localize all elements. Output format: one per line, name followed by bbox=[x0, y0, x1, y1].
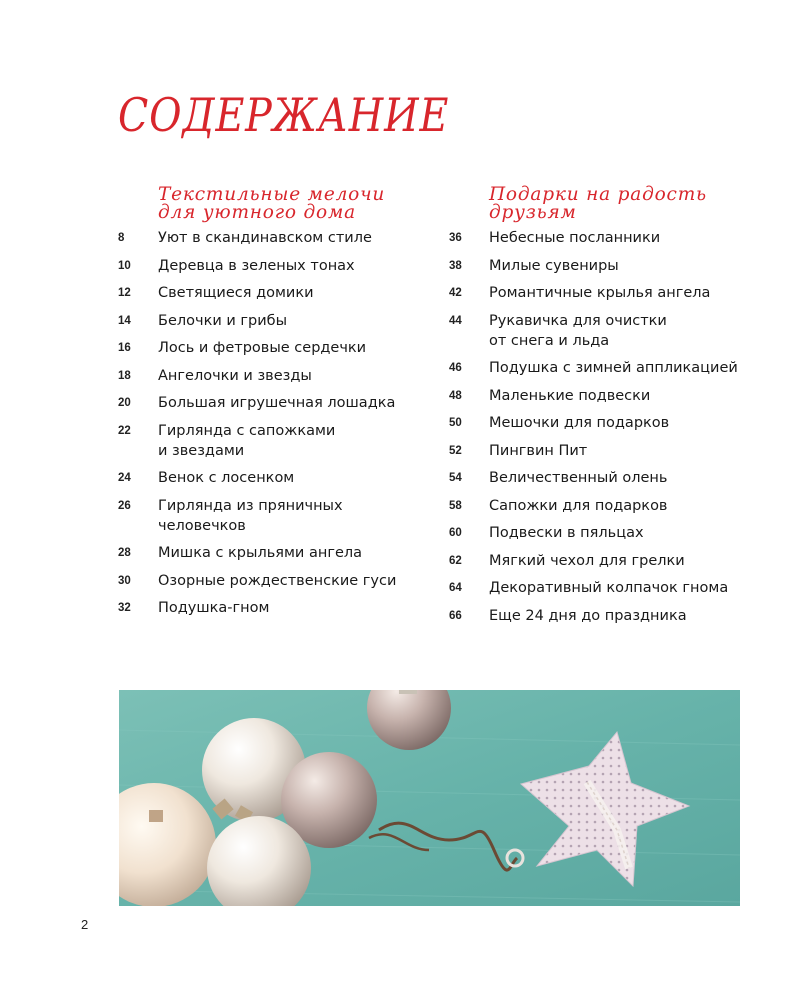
toc-entry-line: Светящиеся домики bbox=[158, 285, 314, 301]
toc-list-left bbox=[118, 228, 438, 618]
toc-entry-title bbox=[489, 283, 710, 303]
toc-entry bbox=[449, 228, 749, 248]
toc-entry bbox=[118, 598, 438, 618]
toc-entry bbox=[449, 358, 749, 378]
toc-entry-title bbox=[489, 256, 619, 276]
toc-entry bbox=[449, 413, 749, 433]
toc-entry bbox=[118, 366, 438, 386]
toc-page-number: 14 bbox=[118, 314, 131, 327]
toc-entry bbox=[118, 468, 438, 488]
toc-entry-title bbox=[158, 468, 294, 488]
toc-page-number: 64 bbox=[449, 582, 462, 594]
toc-entry bbox=[118, 496, 438, 536]
toc-entry-line: Подвески в пяльцах bbox=[489, 525, 644, 541]
toc-entry-line: Венок с лосенком bbox=[158, 470, 295, 486]
toc-page-number: 66 bbox=[449, 609, 462, 622]
toc-page-number: 16 bbox=[118, 342, 131, 354]
toc-page-number: 54 bbox=[449, 472, 462, 484]
toc-entry bbox=[118, 393, 438, 413]
toc-entry bbox=[449, 578, 749, 598]
toc-entry-title bbox=[489, 496, 667, 516]
toc-entry-title bbox=[489, 468, 667, 488]
toc-entry-title bbox=[158, 571, 396, 591]
toc-page-number: 24 bbox=[118, 472, 131, 484]
toc-entry-line: Ангелочки и звезды bbox=[158, 367, 312, 384]
section-title-line: для уютного дома bbox=[158, 202, 356, 223]
toc-page-number: 8 bbox=[118, 232, 125, 244]
toc-entry-title bbox=[489, 311, 667, 351]
toc-entry bbox=[118, 256, 438, 276]
toc-entry-title bbox=[489, 441, 587, 461]
toc-entry bbox=[449, 468, 749, 488]
toc-entry bbox=[118, 338, 438, 358]
toc-entry-line: Мишка с крыльями ангела bbox=[158, 545, 363, 561]
toc-entry bbox=[449, 496, 749, 516]
toc-entry-title bbox=[158, 283, 314, 303]
toc-page-number: 42 bbox=[449, 287, 462, 299]
toc-entry-title bbox=[158, 543, 362, 563]
toc-entry-line: Лось и фетровые сердечки bbox=[158, 340, 367, 356]
toc-entry bbox=[449, 441, 749, 461]
toc-entry bbox=[118, 421, 438, 461]
toc-column-left bbox=[118, 186, 438, 626]
toc-entry bbox=[118, 571, 438, 591]
toc-entry bbox=[449, 311, 749, 351]
toc-page-number: 28 bbox=[118, 547, 131, 559]
toc-entry-title bbox=[489, 523, 644, 543]
toc-entry-title bbox=[489, 413, 669, 433]
toc-entry-line: Гирлянда из пряничных bbox=[158, 497, 343, 514]
toc-entry-title bbox=[158, 421, 335, 461]
toc-entry-title bbox=[489, 386, 650, 406]
toc-entry-title bbox=[158, 228, 372, 248]
christmas-ornaments-photo bbox=[119, 690, 740, 906]
toc-entry-line: Пингвин Пит bbox=[489, 442, 588, 459]
toc-entry bbox=[449, 523, 749, 543]
toc-page-number: 50 bbox=[449, 417, 462, 429]
toc-entry-line: Мешочки для подарков bbox=[489, 415, 670, 431]
page-title: СОДЕРЖАНИЕ bbox=[118, 88, 450, 142]
toc-entry-line: Маленькие подвески bbox=[489, 387, 651, 404]
toc-entry-line: Небесные посланники bbox=[489, 230, 661, 246]
toc-entry-line: Белочки и грибы bbox=[158, 312, 288, 329]
toc-entry-line: Величественный олень bbox=[489, 470, 668, 486]
toc-entry-title bbox=[158, 598, 269, 618]
toc-page-number: 22 bbox=[118, 424, 131, 437]
toc-entry-line: Озорные рождественские гуси bbox=[158, 572, 397, 589]
toc-entry-line: Уют в скандинавском стиле bbox=[158, 230, 372, 246]
toc-entry-line: Сапожки для подарков bbox=[489, 497, 668, 514]
toc-entry bbox=[449, 283, 749, 303]
toc-entry-line: Милые сувениры bbox=[489, 257, 619, 274]
toc-entry-line: человечков bbox=[158, 517, 246, 534]
toc-column-right bbox=[449, 186, 749, 633]
toc-entry bbox=[118, 311, 438, 331]
toc-entry-title bbox=[158, 311, 287, 331]
toc-page-number: 58 bbox=[449, 499, 462, 512]
page-number: 2 bbox=[81, 917, 89, 932]
toc-entry-line: Деревца в зеленых тонах bbox=[158, 257, 355, 274]
toc-page-number: 12 bbox=[118, 287, 131, 299]
toc-entry bbox=[449, 606, 749, 626]
toc-page-number: 10 bbox=[118, 259, 131, 272]
section-title-textile bbox=[158, 186, 438, 222]
toc-page-number: 46 bbox=[449, 362, 462, 374]
toc-page-number: 18 bbox=[118, 369, 131, 382]
toc-entry-line: Еще 24 дня до праздника bbox=[489, 607, 687, 624]
section-title-line: друзьям bbox=[489, 202, 577, 223]
toc-entry-title bbox=[489, 551, 685, 571]
toc-entry bbox=[118, 283, 438, 303]
toc-page-number: 60 bbox=[449, 527, 462, 539]
toc-entry-line: и звездами bbox=[158, 442, 245, 459]
toc-page-number: 62 bbox=[449, 554, 462, 567]
toc-entry-title bbox=[158, 256, 355, 276]
toc-list-right bbox=[449, 228, 749, 626]
toc-entry bbox=[449, 256, 749, 276]
toc-entry-title bbox=[489, 358, 738, 378]
toc-page-number: 52 bbox=[449, 444, 462, 457]
toc-entry-line: Большая игрушечная лошадка bbox=[158, 395, 396, 411]
toc-page-number: 48 bbox=[449, 389, 462, 402]
toc-page-number: 44 bbox=[449, 314, 462, 327]
toc-page-number: 36 bbox=[449, 232, 462, 244]
toc-entry-title bbox=[158, 366, 312, 386]
toc-page-number: 32 bbox=[118, 602, 131, 614]
toc-page-number: 20 bbox=[118, 397, 131, 409]
toc-entry-title bbox=[158, 338, 366, 358]
toc-page-number: 30 bbox=[118, 574, 131, 587]
toc-entry-title bbox=[158, 496, 343, 536]
section-title-line: Подарки на радость bbox=[489, 184, 707, 205]
toc-entry-line: Декоративный колпачок гнома bbox=[489, 580, 729, 596]
toc-entry bbox=[118, 228, 438, 248]
toc-page-number: 38 bbox=[449, 259, 462, 272]
toc-entry-line: Романтичные крылья ангела bbox=[489, 285, 711, 301]
toc-entry bbox=[449, 386, 749, 406]
toc-page-number: 26 bbox=[118, 499, 131, 512]
toc-entry-line: Подушка-гном bbox=[158, 600, 270, 616]
toc-entry-title bbox=[489, 228, 660, 248]
toc-entry-line: Рукавичка для очистки bbox=[489, 312, 667, 329]
toc-entry-line: Мягкий чехол для грелки bbox=[489, 552, 685, 569]
toc-entry-title bbox=[489, 578, 728, 598]
section-title-line: Текстильные мелочи bbox=[158, 184, 386, 205]
toc-entry-line: от снега и льда bbox=[489, 332, 610, 349]
toc-entry-line: Подушка с зимней аппликацией bbox=[489, 360, 738, 376]
toc-entry bbox=[449, 551, 749, 571]
toc-entry-title bbox=[489, 606, 687, 626]
toc-entry bbox=[118, 543, 438, 563]
toc-entry-title bbox=[158, 393, 395, 413]
toc-entry-line: Гирлянда с сапожками bbox=[158, 422, 336, 439]
section-title-gifts bbox=[489, 186, 749, 222]
